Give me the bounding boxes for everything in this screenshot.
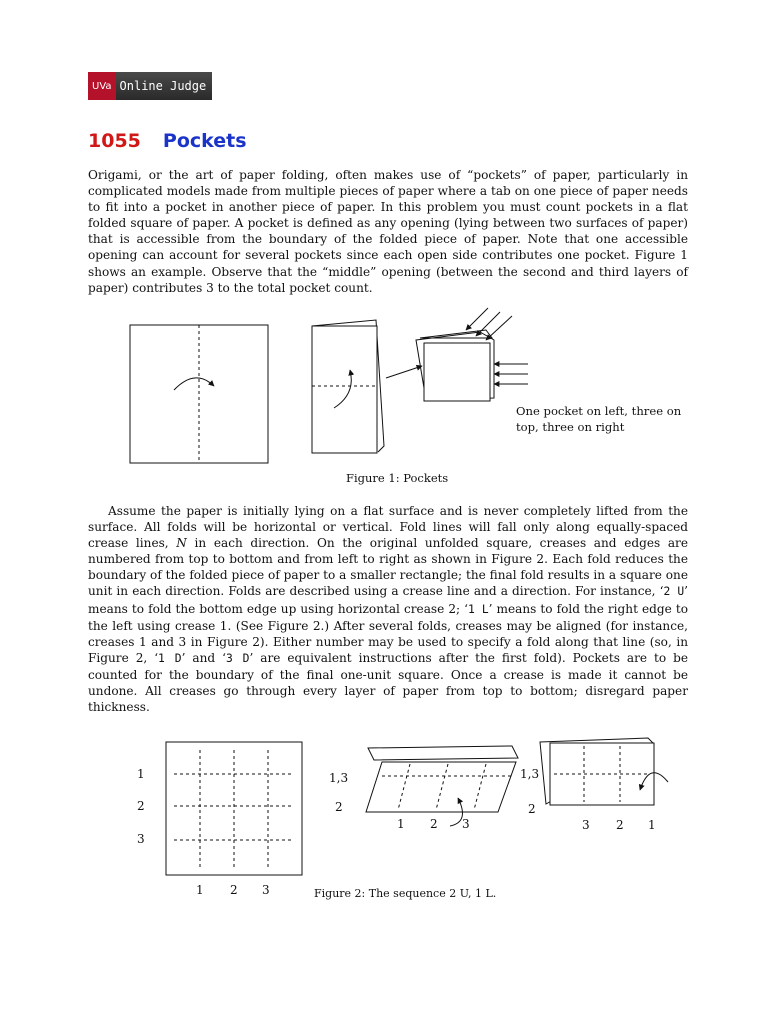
paragraph-intro: Origami, or the art of paper folding, often makes use of “pockets” of paper, particularly in complicated models made from multiple pieces of paper where a tab on one piece of paper needs to fit into a pocket in another piece of paper. In this problem you must count pockets in a flat folded square of paper. A pocket is defined as any opening (lying between two surfaces of paper) that is accessible from the boundary of the folded piece of paper. Note that one accessible opening can account for several pockets since each open side contributes one pocket. Figure 1 shows an example. Observe that the “middle” opening (between the second and third layers of paper) contributes 3 to the total pocket count. (88, 168, 688, 295)
first-fold (366, 746, 518, 826)
mid-left-label: 2 (335, 800, 343, 814)
paragraph-rules: Assume the paper is initially lying on a flat surface and is never completely lifted from the surface. All folds will be horizontal or vertical. Fold lines will fall only along equally-spaced crease lines, N in each direction. On the original unfolded square, creases and edges are numbered from top to bottom and from left to right as shown in Figure 2. Each fold reduces the boundary of the folded piece of paper to a smaller rectangle; the final fold results in a square one unit in each direction. Folds are described using a crease line and a direction. For instance, ‘2 U’ means to fold the bottom edge up using horizontal crease 2; ‘1 L’ means to fold the right edge to the left using crease 1. (See Figure 2.) After several folds, creases may be aligned (for instance, creases 1 and 3 in Figure 2). Either number may be used to specify a fold along that line (so, in Figure 2, ‘1 D’ and ‘3 D’ are equivalent instructions after the first fold). Pockets are to be counted for the boundary of the final one-unit square. Once a crease is made it cannot be undone. All creases go through every layer of paper from top to bottom; disregard paper thickness. (88, 504, 689, 715)
figure-1-caption: Figure 1: Pockets (346, 471, 449, 485)
problem-number: 1055 (88, 130, 141, 152)
row-label: 1 (137, 767, 145, 781)
uva-logo[interactable] (88, 72, 212, 100)
pocket-square (386, 308, 528, 401)
logo-badge: UVa (88, 72, 116, 100)
mid-bottom-label: 3 (462, 817, 470, 831)
col-label: 1 (196, 883, 204, 897)
grid-square (166, 742, 302, 875)
unfolded-square (130, 325, 268, 463)
mid-bottom-label: 2 (430, 817, 438, 831)
figure-2-caption: Figure 2: The sequence 2 U, 1 L. (314, 887, 497, 900)
page-title (88, 130, 247, 152)
right-bottom-label: 3 (582, 818, 590, 832)
second-fold (540, 738, 668, 805)
mid-left-label: 1,3 (329, 771, 349, 785)
right-bottom-label: 2 (616, 818, 624, 832)
row-label: 3 (137, 832, 145, 846)
figure-1-note: One pocket on left, three on top, three on right (516, 404, 682, 434)
row-label: 2 (137, 799, 145, 813)
right-left-label: 1,3 (520, 767, 540, 781)
col-label: 3 (262, 883, 270, 897)
half-folded (312, 320, 384, 453)
right-bottom-label: 1 (648, 818, 656, 832)
right-left-label: 2 (528, 802, 536, 816)
mid-bottom-label: 1 (397, 817, 405, 831)
problem-name: Pockets (162, 130, 247, 152)
logo-text: Online Judge (119, 79, 207, 93)
col-label: 2 (230, 883, 238, 897)
